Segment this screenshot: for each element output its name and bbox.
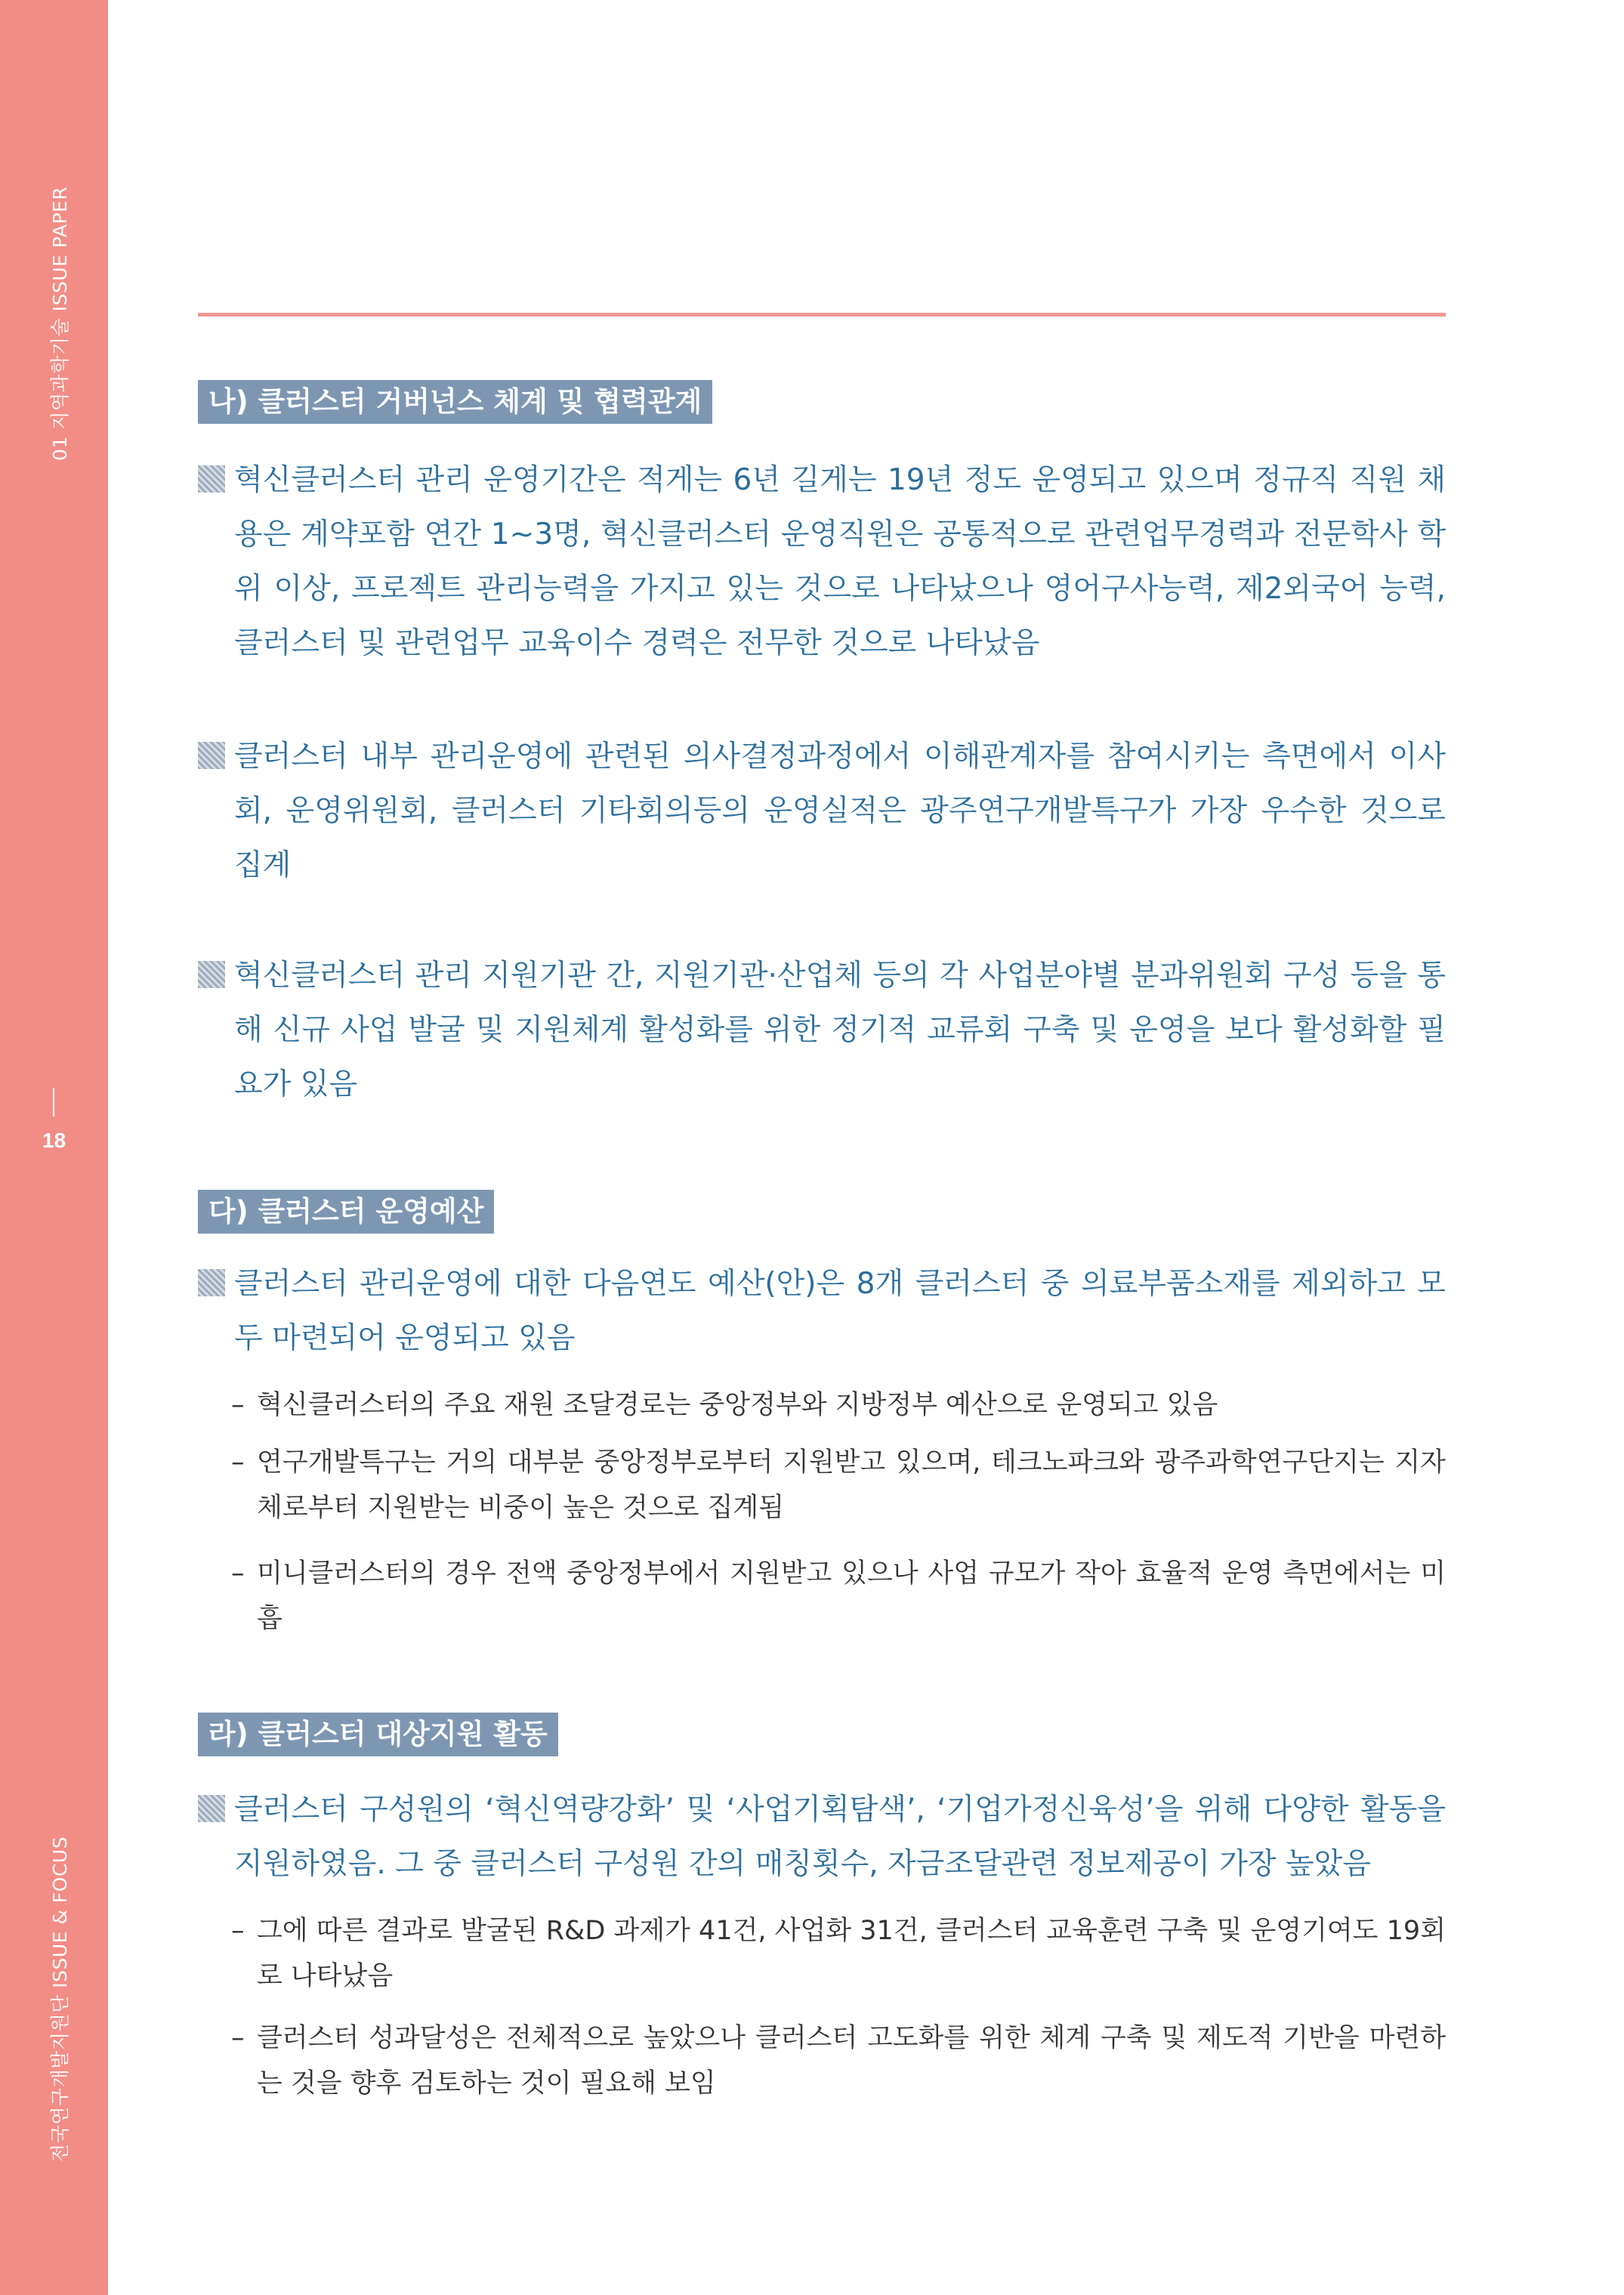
sub-item: – 연구개발특구는 거의 대부분 중앙정부로부터 지원받고 있으며, 테크노파크와 광주과학연구단지는 지자체로부터 지원받는 비중이 높은 것으로 집계됨 bbox=[231, 1440, 1446, 1531]
square-bullet-icon bbox=[198, 961, 225, 988]
square-bullet-icon bbox=[198, 1795, 225, 1822]
section-heading-governance: 나) 클러스터 거버넌스 체계 및 협력관계 bbox=[198, 380, 712, 424]
sub-item: – 그에 따른 결과로 발굴된 R&D 과제가 41건, 사업화 31건, 클러스터 교육훈련 구축 및 운영기여도 19회로 나타났음 bbox=[231, 1908, 1446, 1999]
square-bullet-icon bbox=[198, 742, 225, 769]
dash-bullet-icon: – bbox=[231, 2023, 245, 2053]
square-bullet-icon bbox=[198, 465, 225, 493]
page-number-divider bbox=[53, 1088, 54, 1117]
sub-item: – 혁신클러스터의 주요 재원 조달경로는 중앙정부와 지방정부 예산으로 운영되고 있음 bbox=[231, 1382, 1446, 1428]
paragraph: 클러스터 구성원의 ‘혁신역량강화’ 및 ‘사업기획탐색’, ‘기업가정신육성’을 위해 다양한 활동을 지원하였음. 그 중 클러스터 구성원 간의 매칭횟수, 자금조달관련 정보제공이 가장 높았음 bbox=[198, 1783, 1446, 1892]
sub-item: – 클러스터 성과달성은 전체적으로 높았으나 클러스터 고도화를 위한 체계 구축 및 제도적 기반을 마련하는 것을 향후 검토하는 것이 필요해 보임 bbox=[231, 2015, 1446, 2106]
dash-bullet-icon: – bbox=[231, 1447, 245, 1478]
sub-item: – 미니클러스터의 경우 전액 중앙정부에서 지원받고 있으나 사업 규모가 작아 효율적 운영 측면에서는 미흡 bbox=[231, 1551, 1446, 1642]
dash-bullet-icon: – bbox=[231, 1558, 245, 1589]
sidebar bbox=[0, 0, 108, 2295]
section-heading-support-activities: 라) 클러스터 대상지원 활동 bbox=[198, 1713, 558, 1756]
paragraph: 클러스터 내부 관리운영에 관련된 의사결정과정에서 이해관계자를 참여시키는 측면에서 이사회, 운영위원회, 클러스터 기타회의등의 운영실적은 광주연구개발특구가 가장 우수한 것으로 집계 bbox=[198, 730, 1446, 893]
page-number: 18 bbox=[42, 1129, 66, 1152]
sidebar-publication-title: 01 지역과학기술 ISSUE PAPER bbox=[49, 186, 71, 461]
paragraph: 혁신클러스터 관리 운영기간은 적게는 6년 길게는 19년 정도 운영되고 있으며 정규직 직원 채용은 계약포함 연간 1~3명, 혁신클러스터 운영직원은 공통적으로 관련업무경력과 전문학사 학위 이상, 프로젝트 관리능력을 가지고 있는 것으로 나타났으나 영어구사능력, 제2외국어 능력, 클러스터 및 관련업무 교육이수 경력은 전무한 것으로 나타났음 bbox=[198, 453, 1446, 671]
square-bullet-icon bbox=[198, 1269, 225, 1296]
paragraph: 클러스터 관리운영에 대한 다음연도 예산(안)은 8개 클러스터 중 의료부품소재를 제외하고 모두 마련되어 운영되고 있음 bbox=[198, 1257, 1446, 1366]
top-divider bbox=[198, 313, 1446, 317]
section-heading-budget: 다) 클러스터 운영예산 bbox=[198, 1190, 494, 1234]
sidebar-series-title: 전국연구개발지원단 ISSUE & FOCUS bbox=[49, 1836, 71, 2162]
dash-bullet-icon: – bbox=[231, 1390, 245, 1420]
dash-bullet-icon: – bbox=[231, 1916, 245, 1946]
paragraph: 혁신클러스터 관리 지원기관 간, 지원기관·산업체 등의 각 사업분야별 분과위원회 구성 등을 통해 신규 사업 발굴 및 지원체계 활성화를 위한 정기적 교류회 구축 및 운영을 보다 활성화할 필요가 있음 bbox=[198, 949, 1446, 1112]
